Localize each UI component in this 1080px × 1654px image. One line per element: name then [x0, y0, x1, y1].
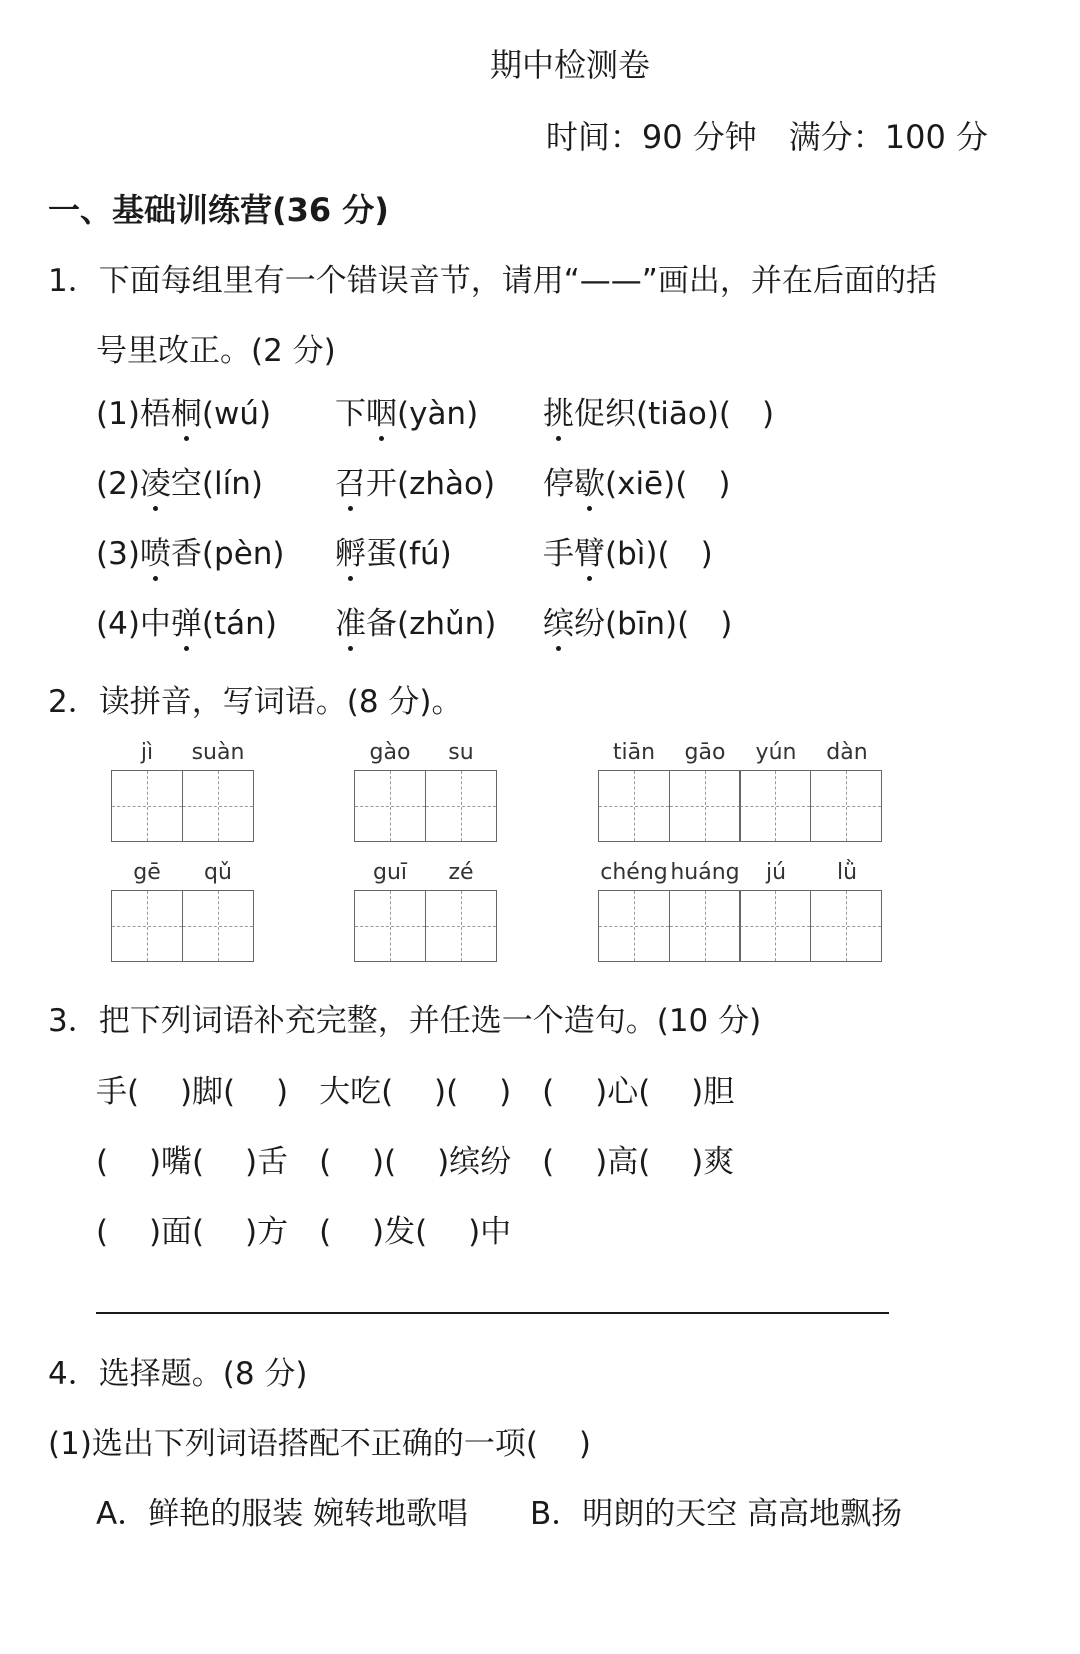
pinyin-label: gào: [369, 740, 411, 765]
q2-stem: 2．读拼音，写词语。(8 分)。: [48, 684, 463, 720]
q1-row-1: (1)梧桐(wú): [96, 388, 271, 433]
pinyin-label: jì: [140, 740, 154, 765]
q1-stem-line2: 号里改正。(2 分): [96, 333, 336, 369]
answer-line[interactable]: [96, 1312, 889, 1314]
pinyin-label: dàn: [826, 740, 868, 765]
pinyin-label: qǔ: [204, 860, 232, 885]
q1-row-4-b: 准备(zhǔn): [335, 598, 496, 643]
q1-row-1-b: 下咽(yàn): [335, 388, 478, 433]
writing-boxes[interactable]: [598, 770, 882, 842]
q3-line-3: ( )面( )方 ( )发( )中: [96, 1214, 512, 1250]
q1-row-4: (4)中弹(tán): [96, 598, 277, 643]
q3-stem: 3．把下列词语补充完整，并任选一个造句。(10 分): [48, 1003, 762, 1039]
writing-boxes[interactable]: [354, 890, 497, 962]
q1-row-3-b: 孵蛋(fú): [335, 528, 452, 573]
pinyin-label: gāo: [684, 740, 726, 765]
q1-row-3: (3)喷香(pèn): [96, 528, 285, 573]
q3-line-1: 手( )脚( ) 大吃( )( ) ( )心( )胆: [96, 1074, 735, 1110]
q4-stem: 4．选择题。(8 分): [48, 1356, 308, 1392]
section-heading: 一、基础训练营(36 分): [48, 191, 389, 229]
q1-row-3-c: 手臂(bì)( ): [543, 528, 713, 573]
q1-row-2-b: 召开(zhào): [335, 458, 495, 503]
pinyin-label: gē: [133, 860, 161, 885]
q4-sub-1: (1)选出下列词语搭配不正确的一项( ): [48, 1426, 591, 1462]
q1-row-1-c: 挑促织(tiāo)( ): [543, 388, 774, 433]
exam-meta: 时间：90 分钟 满分：100 分: [545, 118, 988, 156]
pinyin-label: su: [448, 740, 474, 765]
pinyin-label: guī: [372, 860, 408, 885]
q1-stem-line1: 1．下面每组里有一个错误音节，请用“——”画出，并在后面的括: [48, 263, 937, 299]
q3-line-2: ( )嘴( )舌 ( )( )缤纷 ( )高( )爽: [96, 1144, 735, 1180]
q1-row-2-c: 停歇(xiē)( ): [543, 458, 730, 503]
q4-option-b: B．明朗的天空 高高地飘扬: [530, 1496, 903, 1532]
writing-boxes[interactable]: [598, 890, 882, 962]
pinyin-label: yún: [755, 740, 797, 765]
pinyin-label: suàn: [191, 740, 245, 765]
pinyin-label: tiān: [612, 740, 656, 765]
writing-boxes[interactable]: [354, 770, 497, 842]
pinyin-label: jú: [765, 860, 787, 885]
q1-row-2: (2)凌空(lín): [96, 458, 263, 503]
pinyin-label: chéng: [600, 860, 668, 885]
exam-title: 期中检测卷: [489, 46, 650, 84]
writing-boxes[interactable]: [111, 770, 254, 842]
q1-row-4-c: 缤纷(bīn)( ): [543, 598, 732, 643]
pinyin-label: lǜ: [836, 860, 858, 885]
writing-boxes[interactable]: [111, 890, 254, 962]
pinyin-label: huáng: [670, 860, 740, 885]
q4-option-a: A．鲜艳的服装 婉转地歌唱: [96, 1496, 469, 1532]
pinyin-label: zé: [448, 860, 474, 885]
